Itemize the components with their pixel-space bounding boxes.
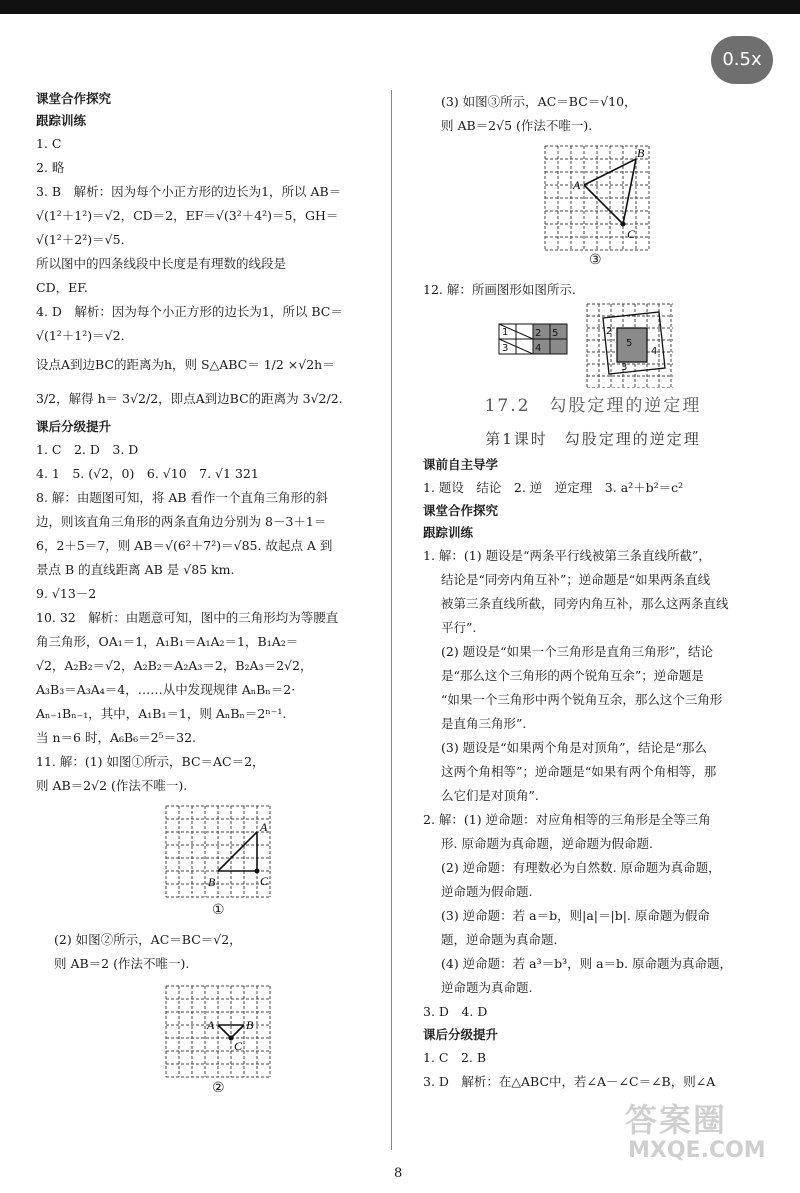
answer-line: 12. 解：所画图形如图所示. xyxy=(423,282,576,297)
svg-text:4: 4 xyxy=(651,346,658,357)
answer-line: (4) 逆命题：若 a³＝b³，则 a＝b. 原命题为真命题， xyxy=(441,956,733,971)
answer-line: √(1²＋1²)＝√2，CD＝2，EF＝√(3²＋4²)＝5，GH＝ xyxy=(36,208,339,223)
page-number: 8 xyxy=(394,1166,403,1181)
answer-line: 角三角形，OA₁＝1，A₁B₁＝A₁A₂＝1，B₁A₂＝ xyxy=(36,634,299,649)
answer-line: 10. 32 解析：由题意可知，图中的三角形均为等腰直 xyxy=(36,610,339,625)
svg-text:3: 3 xyxy=(621,362,628,373)
answer-line: 景点 B 的直线距离 AB 是 √85 km. xyxy=(36,562,235,577)
section-heading: 课后分级提升 xyxy=(423,1027,499,1042)
answer-line: 是“那么这个三角形的两个锐角互余”；逆命题是 xyxy=(441,668,704,683)
answer-line: 边，则该直角三角形的两条直角边分别为 8－3＋1＝ xyxy=(36,514,327,529)
answer-line: 6，2＋5＝7，则 AB＝√(6²＋7²)＝√85. 故起点 A 到 xyxy=(36,538,333,553)
answer-line: 当 n＝6 时，A₆B₆＝2⁵＝32. xyxy=(36,730,197,745)
answer-line: 8. 解：由题图可知，将 AB 看作一个直角三角形的斜 xyxy=(36,490,329,505)
left-column xyxy=(36,88,372,1106)
figure-3-label: ③ xyxy=(589,252,602,268)
answer-line: 4. D 解析：因为每个小正方形的边长为1，所以 BC＝ xyxy=(36,304,343,319)
section-title: 17.2 勾股定理的逆定理 xyxy=(484,396,702,416)
answer-line: 3. B 解析：因为每个小正方形的边长为1，所以 AB＝ xyxy=(36,184,342,199)
watermark-logo: 答案圈 xyxy=(625,1101,728,1139)
svg-text:B: B xyxy=(637,146,645,160)
answer-line: 这两个角相等”；逆命题是“如果有两个角相等，那 xyxy=(441,764,717,779)
answer-line: 1. 解：(1) 题设是“两条平行线被第三条直线所截”， xyxy=(423,548,711,563)
svg-text:5: 5 xyxy=(626,338,633,349)
column-divider xyxy=(391,90,392,1150)
answer-line: 题，逆命题为真命题. xyxy=(441,932,558,947)
figure-1 xyxy=(36,798,372,928)
answer-line: 1. 题设 结论 2. 逆 逆定理 3. a²＋b²＝c² xyxy=(423,480,684,495)
top-bar xyxy=(0,0,800,14)
section-heading: 课后分级提升 xyxy=(36,419,112,434)
figure-1-label: ① xyxy=(212,902,225,918)
svg-text:C: C xyxy=(234,1039,243,1053)
svg-text:2: 2 xyxy=(535,328,542,339)
figure-2 xyxy=(36,976,372,1106)
svg-text:C: C xyxy=(260,874,269,888)
answer-line: 逆命题为真命题. xyxy=(441,980,533,995)
svg-text:C: C xyxy=(627,227,636,241)
figure-3 xyxy=(423,138,763,278)
answer-line: 结论是“同旁内角互补”；逆命题是“如果两条直线 xyxy=(441,572,711,587)
answer-line: 3. D 解析：在△ABC中，若∠A－∠C＝∠B，则∠A xyxy=(423,1074,716,1089)
answer-line: 形. 原命题为真命题，逆命题为假命题. xyxy=(441,836,653,851)
answer-line: 9. √13－2 xyxy=(36,586,97,601)
section-heading: 课堂合作探究 xyxy=(36,91,112,106)
answer-line: √(1²＋2²)＝√5. xyxy=(36,232,125,247)
answer-line: 所以图中的四条线段中长度是有理数的线段是 xyxy=(36,256,287,271)
answer-line: 则 AB＝2 (作法不唯一). xyxy=(54,956,190,971)
answer-line: √(1²＋1²)＝√2. xyxy=(36,328,125,343)
answer-line: 3/2，解得 h＝ 3√2/2，即点A到边BC的距离为 3√2/2. xyxy=(36,391,343,406)
answer-line: √2，A₂B₂＝√2，A₂B₂＝A₂A₃＝2，B₂A₃＝2√2， xyxy=(36,658,313,673)
answer-line: (3) 如图③所示，AC＝BC＝√10， xyxy=(441,94,637,109)
answer-line: A₃B₃＝A₃A₄＝4，……从中发现规律 AₙBₙ＝2· xyxy=(36,682,296,697)
answer-line: (3) 逆命题：若 a＝b，则|a|＝|b|. 原命题为假命 xyxy=(441,908,710,923)
answer-line: 1. C 2. B xyxy=(423,1050,487,1065)
svg-text:4: 4 xyxy=(535,343,542,354)
answer-line: 则 AB＝2√2 (作法不唯一). xyxy=(36,778,188,793)
svg-text:B: B xyxy=(246,1018,254,1032)
answer-line: (2) 题设是“如果一个三角形是直角三角形”，结论 xyxy=(441,644,713,659)
answer-line: “如果一个三角形中两个锐角互余，那么这个三角形 xyxy=(441,692,723,707)
lesson-subtitle: 第1课时 勾股定理的逆定理 xyxy=(485,430,701,448)
svg-text:2: 2 xyxy=(606,326,613,337)
answer-line: CD，EF. xyxy=(36,280,88,295)
svg-text:A: A xyxy=(260,820,268,834)
answer-line: 逆命题为假命题. xyxy=(441,884,533,899)
figure-2-label: ② xyxy=(212,1080,225,1096)
answer-line: 么它们是对顶角”. xyxy=(441,788,539,803)
section-heading: 课堂合作探究 xyxy=(423,503,499,518)
svg-text:3: 3 xyxy=(502,343,509,354)
right-column xyxy=(423,90,763,1094)
answer-line: (2) 逆命题：有理数必为自然数. 原命题为真命题， xyxy=(441,860,721,875)
answer-line: 4. 1 5. (√2，0) 6. √10 7. √1 321 xyxy=(36,466,259,481)
answer-line: 设点A到边BC的距离为h，则 S△ABC＝ 1/2 ×√2h＝ xyxy=(36,357,335,372)
answer-line: 则 AB＝2√5 (作法不唯一). xyxy=(441,118,593,133)
answer-line: 被第三条直线所截，同旁内角互补，那么这两条直线 xyxy=(441,596,729,611)
answer-line: 2. 略 xyxy=(36,160,65,175)
svg-text:A: A xyxy=(573,178,581,192)
answer-line: 1. C 2. D 3. D xyxy=(36,442,139,457)
grid-figure-2 xyxy=(36,976,372,1106)
answer-line: 3. D 4. D xyxy=(423,1004,488,1019)
watermark-url: MXQE.COM xyxy=(628,1138,766,1163)
answer-line: 11. 解：(1) 如图①所示，BC＝AC＝2， xyxy=(36,754,265,769)
svg-text:5: 5 xyxy=(552,328,559,339)
subsection-heading: 跟踪训练 xyxy=(36,113,87,128)
answer-line: Aₙ₋₁Bₙ₋₁，其中，A₁B₁＝1，则 AₙBₙ＝2ⁿ⁻¹. xyxy=(36,706,287,721)
answer-line: (3) 题设是“如果两个角是对顶角”，结论是“那么 xyxy=(441,740,707,755)
answer-line: (2) 如图②所示，AC＝BC＝√2， xyxy=(54,932,242,947)
dissection-figure xyxy=(423,302,763,388)
answer-line: 2. 解：(1) 逆命题：对应角相等的三角形是全等三角 xyxy=(423,812,711,827)
section-heading: 课前自主导学 xyxy=(423,457,499,472)
svg-text:B: B xyxy=(208,875,216,889)
grid-figure-1 xyxy=(36,798,372,928)
figure-12 xyxy=(423,302,763,388)
answer-line: 是直角三角形”. xyxy=(441,716,527,731)
svg-text:1: 1 xyxy=(502,327,509,338)
zoom-level-badge[interactable]: 0.5x xyxy=(711,36,773,84)
svg-text:A: A xyxy=(207,1018,215,1032)
subsection-heading: 跟踪训练 xyxy=(423,525,474,540)
answer-line: 1. C xyxy=(36,136,62,151)
answer-line: 平行”. xyxy=(441,620,477,635)
